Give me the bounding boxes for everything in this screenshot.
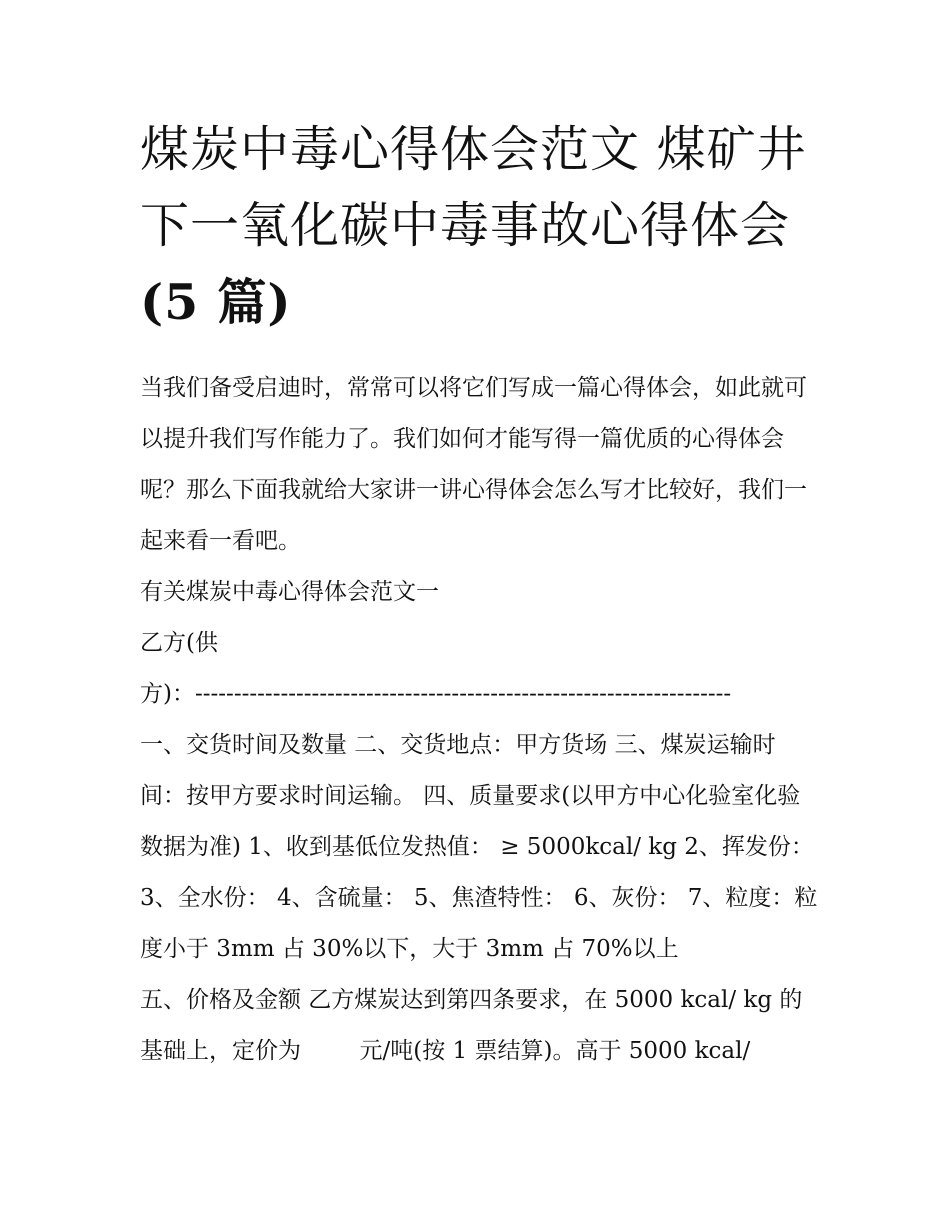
document-page xyxy=(140,112,820,1077)
title-suffix: (5 篇) xyxy=(140,273,292,331)
party-line-1: 乙方(供 xyxy=(140,630,218,656)
party-line-2: 方)：--------------------------------------------------------------------- xyxy=(140,681,732,707)
intro-paragraph: 当我们备受启迪时，常常可以将它们写成一篇心得体会，如此就可以提升我们写作能力了。我们如何才能写得一篇优质的心得体会呢？那么下面我就给大家讲一讲心得体会怎么写才比较好，我们一起来看一看吧。 xyxy=(140,375,807,554)
section-heading: 有关煤炭中毒心得体会范文一 xyxy=(140,579,439,605)
price-clause-paragraph: 五、价格及金额 乙方煤炭达到第四条要求，在 5000 kcal/ kg 的基础上，定价为 元/吨(按 1 票结算)。高于 5000 kcal/ xyxy=(140,987,803,1064)
title-main: 煤炭中毒心得体会范文 煤矿井下一氧化碳中毒事故心得体会 xyxy=(140,121,807,254)
document-title xyxy=(140,112,820,341)
clauses-paragraph: 一、交货时间及数量 二、交货地点：甲方货场 三、煤炭运输时间：按甲方要求时间运输。 四、质量要求(以甲方中心化验室化验数据为准) 1、收到基低位发热值： ≥ 5000kcal/ kg 2、挥发份： 3、全水份： 4、含硫量： 5、焦渣特性： 6、灰份： 7、粒度：粒度小于 3mm 占 30%以下，大于 3mm 占 70%以上 xyxy=(140,732,822,962)
